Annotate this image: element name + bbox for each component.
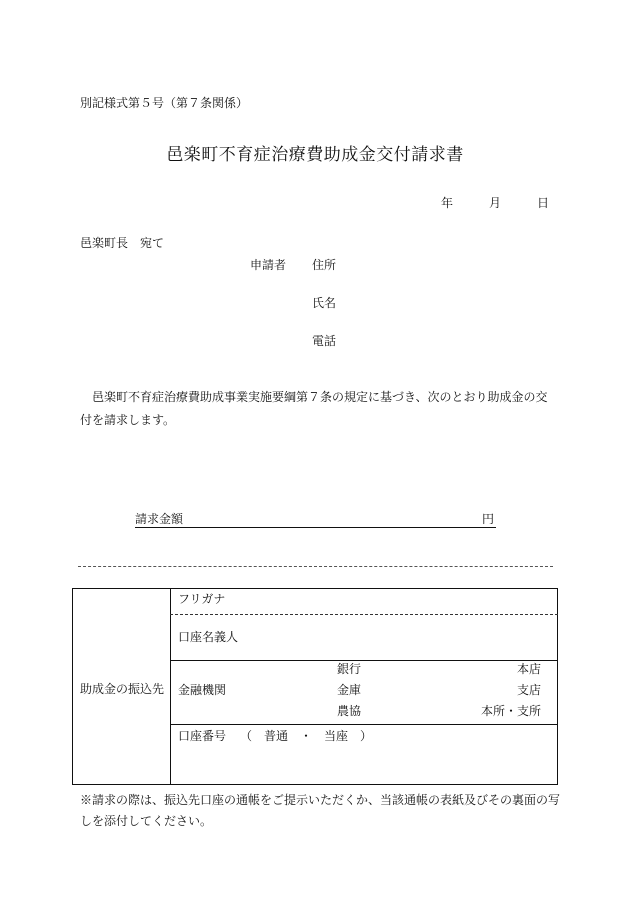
account-holder-label: 口座名義人 — [178, 630, 239, 644]
table-row-divider — [170, 724, 558, 725]
date-month-label: 月 — [489, 196, 502, 210]
table-column-divider — [170, 588, 171, 785]
account-type-options: （ 普通 ・ 当座 ） — [240, 729, 373, 743]
institution-type-bank: 銀行 — [337, 662, 362, 676]
financial-institution-label: 金融機関 — [178, 683, 227, 697]
claim-amount-underline — [135, 527, 496, 528]
address-label: 住所 — [312, 258, 337, 272]
account-number-label: 口座番号 — [178, 729, 227, 743]
footer-note-line: しを添付してください。 — [80, 814, 213, 828]
body-text-line: 付を請求します。 — [80, 413, 176, 427]
form-reference: 別記様式第５号（第７条関係） — [80, 96, 249, 110]
date-year-label: 年 — [441, 196, 454, 210]
applicant-label: 申請者 — [250, 258, 287, 272]
body-text-line: 邑楽町不育症治療費助成事業実施要綱第７条の規定に基づき、次のとおり助成金の交 — [80, 390, 548, 404]
dashed-separator — [78, 566, 553, 567]
footer-note-line: ※請求の際は、振込先口座の通帳をご提示いただくか、当該通帳の表紙及びその裏面の写 — [80, 793, 561, 807]
name-label: 氏名 — [312, 296, 337, 310]
table-row-divider-dashed — [170, 614, 558, 615]
transfer-destination-label: 助成金の振込先 — [80, 682, 165, 696]
phone-label: 電話 — [312, 334, 337, 348]
date-day-label: 日 — [537, 196, 550, 210]
furigana-label: フリガナ — [178, 592, 226, 606]
institution-type-agricultural-coop: 農協 — [337, 704, 362, 718]
claim-amount-label: 請求金額 — [135, 512, 184, 526]
institution-type-credit-union: 金庫 — [337, 683, 362, 697]
page-title: 邑楽町不育症治療費助成金交付請求書 — [166, 145, 464, 165]
branch-type-branch: 支店 — [516, 683, 541, 697]
claim-amount-unit: 円 — [482, 512, 495, 526]
branch-type-main-sub-office: 本所・支所 — [480, 704, 541, 718]
branch-type-head-office: 本店 — [516, 662, 541, 676]
table-row-divider — [170, 660, 558, 661]
addressee: 邑楽町長 宛て — [80, 236, 165, 250]
